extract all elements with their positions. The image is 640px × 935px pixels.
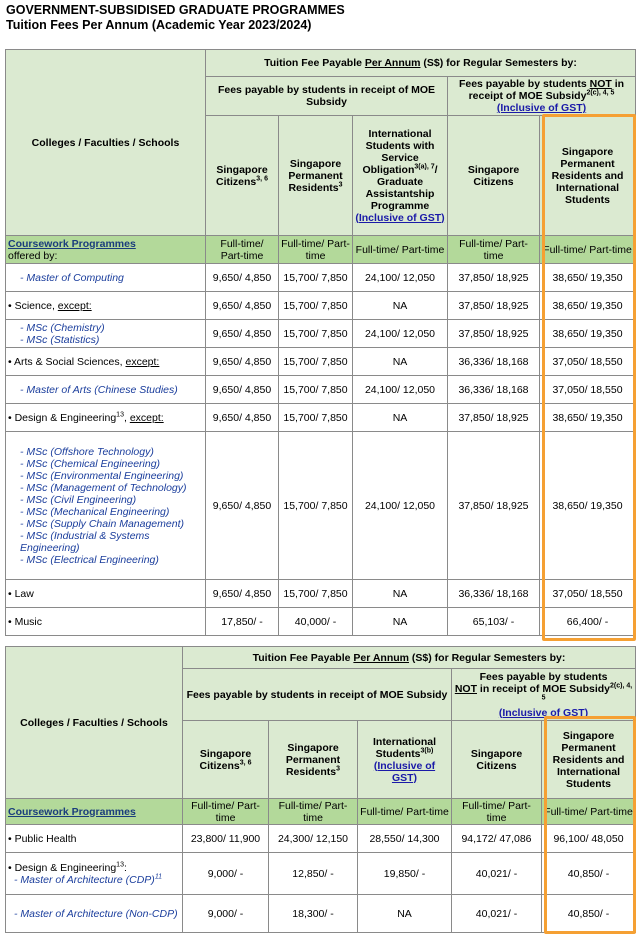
fee-cell: 9,650/ 4,850 — [206, 320, 279, 348]
row-label: • Design & Engineering$^{13}$, except: — [6, 404, 206, 432]
colleges-header: Colleges / Faculties / Schools — [6, 647, 183, 799]
row-label: • Science, except: — [6, 292, 206, 320]
ftpt-label: Full-time/ Part-time — [448, 236, 540, 264]
colleges-header: Colleges / Faculties / Schools — [6, 50, 206, 236]
ftpt-label: Full-time/ Part-time — [452, 799, 542, 825]
fee-cell: 24,300/ 12,150 — [269, 825, 358, 853]
fee-cell: 15,700/ 7,850 — [279, 320, 353, 348]
fee-cell: 38,650/ 19,350 — [540, 292, 636, 320]
coursework-programmes-label: Coursework Programmes offered by: — [6, 236, 206, 264]
payable-header: Tuition Fee Payable Per Annum (S$) for Regular Semesters by: — [206, 50, 636, 77]
gst-link[interactable]: (Inclusive of GST) — [496, 102, 587, 114]
fee-cell: 9,650/ 4,850 — [206, 376, 279, 404]
ftpt-label: Full-time/ Part-time — [206, 236, 279, 264]
pr-header: Singapore Permanent Residents$^3$ — [269, 721, 358, 799]
fee-cell: 38,650/ 19,350 — [540, 320, 636, 348]
intl-header: International Students$^{3(b)}$ (Inclusive of GST) — [358, 721, 452, 799]
fee-cell: 66,400/ - — [540, 608, 636, 636]
fee-cell: 24,100/ 12,050 — [353, 320, 448, 348]
table-row — [6, 292, 636, 320]
fee-cell: 15,700/ 7,850 — [279, 292, 353, 320]
fee-cell: NA — [358, 895, 452, 933]
row-label: • Law — [6, 580, 206, 608]
fee-cell: 40,850/ - — [542, 853, 636, 895]
fee-cell: 24,100/ 12,050 — [353, 432, 448, 580]
fee-cell: 96,100/ 48,050 — [542, 825, 636, 853]
fee-cell: NA — [353, 348, 448, 376]
fee-cell: 40,850/ - — [542, 895, 636, 933]
ftpt-label: Full-time/ Part-time — [269, 799, 358, 825]
fee-cell: 15,700/ 7,850 — [279, 580, 353, 608]
table-row — [6, 376, 636, 404]
pr-header: Singapore Permanent Residents$^3$ — [279, 116, 353, 236]
ftpt-label: Full-time/ Part-time — [542, 799, 636, 825]
fee-cell: NA — [353, 404, 448, 432]
fee-cell: 36,336/ 18,168 — [448, 348, 540, 376]
sg-citizens-header: Singapore Citizens$^{3, 6}$ — [206, 116, 279, 236]
fees-table-1 — [5, 49, 636, 636]
table-row — [6, 348, 636, 376]
pr-intl-header: Singapore Permanent Residents and International Students — [540, 116, 636, 236]
fee-cell: NA — [353, 292, 448, 320]
ftpt-label: Full-time/ Part-time — [540, 236, 636, 264]
fee-cell: 9,000/ - — [183, 895, 269, 933]
fee-cell: 12,850/ - — [269, 853, 358, 895]
sg-citizens-not-moe-header: Singapore Citizens — [448, 116, 540, 236]
row-label: - Master of Arts (Chinese Studies) — [6, 376, 206, 404]
fee-cell: 9,650/ 4,850 — [206, 292, 279, 320]
moe-subsidy-header: Fees payable by students in receipt of MOE Subsidy — [206, 77, 448, 116]
fee-cell: 37,850/ 18,925 — [448, 264, 540, 292]
intl-service-header: International Students with Service Obligation$^{3(a), 7}$/ Graduate Assistantship Programme (Inclusive of GST) — [353, 116, 448, 236]
row-label: - MSc (Chemistry) - MSc (Statistics) — [6, 320, 206, 348]
fee-cell: 28,550/ 14,300 — [358, 825, 452, 853]
fee-cell: 38,650/ 19,350 — [540, 404, 636, 432]
moe-subsidy-header: Fees payable by students in receipt of MOE Subsidy — [183, 669, 452, 721]
not-moe-subsidy-header: Fees payable by students NOT in receipt of MOE Subsidy$^{2(c), 4, 5}$ (Inclusive of GST) — [452, 669, 636, 721]
table-row — [6, 580, 636, 608]
fee-cell: 23,800/ 11,900 — [183, 825, 269, 853]
fee-cell: NA — [353, 608, 448, 636]
table-row — [6, 264, 636, 292]
fee-cell: 38,650/ 19,350 — [540, 432, 636, 580]
fee-cell: 37,850/ 18,925 — [448, 292, 540, 320]
fee-cell: 9,650/ 4,850 — [206, 348, 279, 376]
fee-cell: 40,000/ - — [279, 608, 353, 636]
row-label: • Public Health — [6, 825, 183, 853]
fee-cell: 19,850/ - — [358, 853, 452, 895]
row-label: • Music — [6, 608, 206, 636]
row-label: - Master of Computing — [6, 264, 206, 292]
fee-cell: 17,850/ - — [206, 608, 279, 636]
fee-cell: 9,650/ 4,850 — [206, 580, 279, 608]
title-line-1: GOVERNMENT-SUBSIDISED GRADUATE PROGRAMMES — [6, 3, 345, 17]
row-label: - Master of Architecture (Non-CDP) — [6, 895, 183, 933]
fee-cell: 36,336/ 18,168 — [448, 580, 540, 608]
row-label: - MSc (Offshore Technology) - MSc (Chemical Engineering) - MSc (Environmental Engineering) - MSc (Management of Technology) - MSc (Civil Engineering) - MSc (Mechanical Engineering) - MSc (Supply Chain Management) - MSc (Industrial & Systems Engineering) - MSc (Electrical Engineering) — [6, 432, 206, 580]
fee-cell: 37,050/ 18,550 — [540, 376, 636, 404]
page-title — [6, 3, 345, 33]
ftpt-label: Full-time/ Part-time — [183, 799, 269, 825]
fee-cell: 94,172/ 47,086 — [452, 825, 542, 853]
payable-header: Tuition Fee Payable Per Annum (S$) for Regular Semesters by: — [183, 647, 636, 669]
fee-cell: 24,100/ 12,050 — [353, 264, 448, 292]
fee-cell: 9,650/ 4,850 — [206, 264, 279, 292]
table-row — [6, 320, 636, 348]
fee-cell: 37,850/ 18,925 — [448, 432, 540, 580]
table-row — [6, 825, 636, 853]
sg-citizens-header: Singapore Citizens$^{3, 6}$ — [183, 721, 269, 799]
table-row — [6, 895, 636, 933]
pr-intl-header: Singapore Permanent Residents and International Students — [542, 721, 636, 799]
fee-cell: 40,021/ - — [452, 853, 542, 895]
table-row — [6, 404, 636, 432]
fee-cell: 65,103/ - — [448, 608, 540, 636]
fee-cell: 40,021/ - — [452, 895, 542, 933]
ftpt-label: Full-time/ Part-time — [358, 799, 452, 825]
table-row — [6, 853, 636, 895]
fee-cell: 15,700/ 7,850 — [279, 264, 353, 292]
table-row — [6, 608, 636, 636]
row-label: • Arts & Social Sciences, except: — [6, 348, 206, 376]
fee-cell: 37,050/ 18,550 — [540, 348, 636, 376]
not-moe-subsidy-header: Fees payable by students NOT in receipt of MOE Subsidy$^{2(c), 4, 5}$ (Inclusive of GST) — [448, 77, 636, 116]
fee-cell: 15,700/ 7,850 — [279, 376, 353, 404]
table-row — [6, 432, 636, 580]
row-label: • Design & Engineering$^{13}$: - Master of Architecture (CDP)$^{11}$ — [6, 853, 183, 895]
fee-cell: 37,850/ 18,925 — [448, 404, 540, 432]
fee-cell: NA — [353, 580, 448, 608]
ftpt-label: Full-time/ Part-time — [353, 236, 448, 264]
fee-cell: 15,700/ 7,850 — [279, 404, 353, 432]
fees-table-2 — [5, 646, 636, 933]
fee-cell: 9,650/ 4,850 — [206, 404, 279, 432]
fee-cell: 9,000/ - — [183, 853, 269, 895]
coursework-programmes-label: Coursework Programmes — [6, 799, 183, 825]
gst-link[interactable]: (Inclusive of GST) — [355, 211, 445, 224]
gst-link[interactable]: (Inclusive of GST) — [498, 706, 589, 719]
fee-cell: 37,050/ 18,550 — [540, 580, 636, 608]
fee-cell: 38,650/ 19,350 — [540, 264, 636, 292]
fee-cell: 18,300/ - — [269, 895, 358, 933]
fee-cell: 9,650/ 4,850 — [206, 432, 279, 580]
sg-citizens-not-moe-header: Singapore Citizens — [452, 721, 542, 799]
ftpt-label: Full-time/ Part-time — [279, 236, 353, 264]
fee-cell: 37,850/ 18,925 — [448, 320, 540, 348]
fee-cell: 15,700/ 7,850 — [279, 432, 353, 580]
fee-cell: 36,336/ 18,168 — [448, 376, 540, 404]
fee-cell: 15,700/ 7,850 — [279, 348, 353, 376]
title-line-2: Tuition Fees Per Annum (Academic Year 2023/2024) — [6, 18, 312, 32]
fee-cell: 24,100/ 12,050 — [353, 376, 448, 404]
gst-link[interactable]: (Inclusive of GST) — [373, 759, 436, 784]
